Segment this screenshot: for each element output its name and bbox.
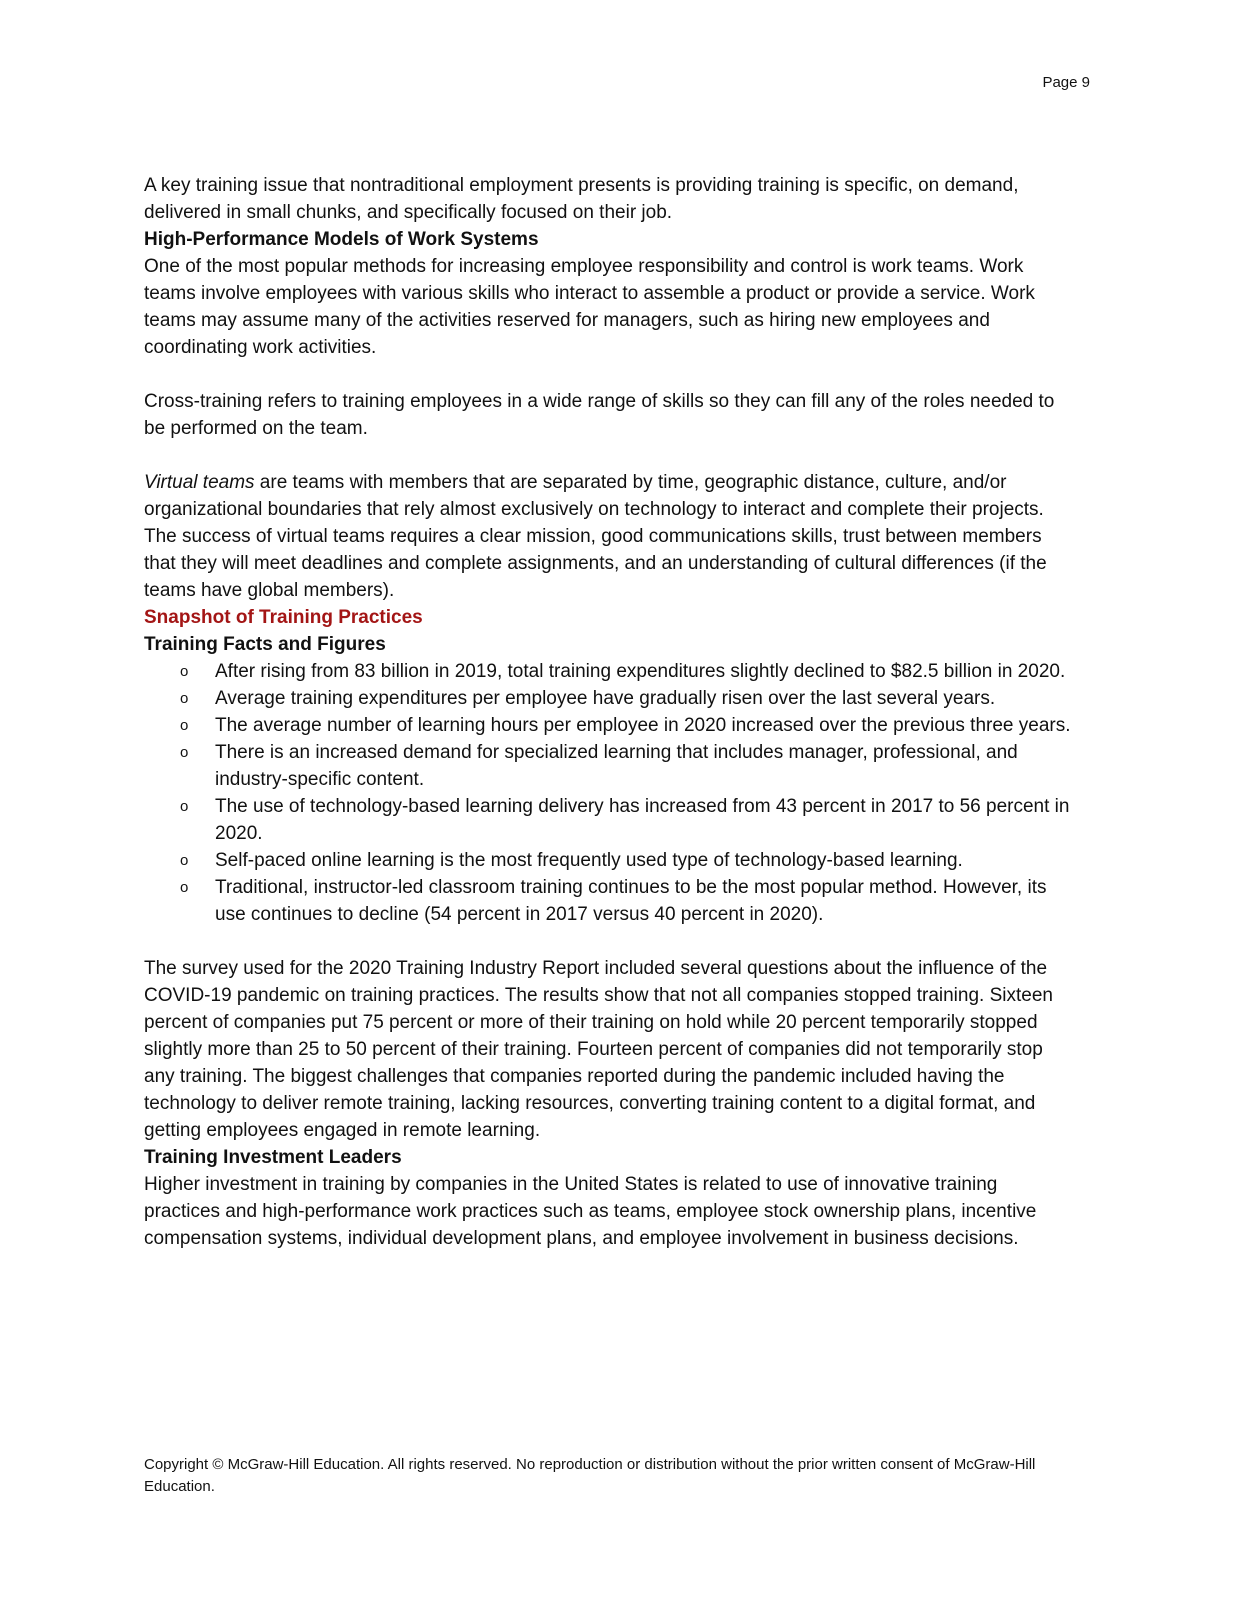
fact-text: The average number of learning hours per employee in 2020 increased over the previous three years.: [215, 715, 1071, 736]
bullet-icon: o: [180, 798, 189, 815]
list-item: [144, 793, 1074, 847]
list-item: [144, 712, 1074, 739]
facts-list: [144, 658, 1074, 928]
bullet-icon: o: [180, 852, 189, 869]
bullet-icon: o: [180, 879, 189, 896]
bullet-icon: o: [180, 717, 189, 734]
survey-paragraph: The survey used for the 2020 Training Industry Report included several questions about the influence of the COVID-19 pandemic on training practices. The results show that not all companies stopped training. Sixteen percent of companies put 75 percent or more of their training on hold while 20 percent temporarily stopped slightly more than 25 to 50 percent of their training. Fourteen percent of companies did not temporarily stop any training. The biggest challenges that companies reported during the pandemic included having the technology to deliver remote training, lacking resources, converting training content to a digital format, and getting employees engaged in remote learning.: [144, 958, 1053, 1141]
list-item: [144, 658, 1074, 685]
list-item: [144, 874, 1074, 928]
fact-text: There is an increased demand for specialized learning that includes manager, professional, and industry-specific content.: [215, 742, 1018, 790]
page-content: [144, 172, 1074, 1252]
virtual-teams-term: Virtual teams: [144, 472, 255, 493]
list-item: [144, 739, 1074, 793]
leaders-paragraph: Higher investment in training by companies in the United States is related to use of innovative training practices and high-performance work practices such as teams, employee stock ownership plans, incentive compensation systems, individual development plans, and employee involvement in business decisions.: [144, 1174, 1037, 1249]
bullet-icon: o: [180, 690, 189, 707]
intro-paragraph: A key training issue that nontraditional employment presents is providing training is specific, on demand, delivered in small chunks, and specifically focused on their job.: [144, 175, 1019, 223]
virtual-teams-paragraph: [144, 469, 1074, 604]
fact-text: After rising from 83 billion in 2019, total training expenditures slightly declined to $82.5 billion in 2020.: [215, 661, 1066, 682]
fact-text: Traditional, instructor-led classroom training continues to be the most popular method. However, its use continues to decline (54 percent in 2017 versus 40 percent in 2020).: [215, 877, 1047, 925]
snapshot-section-title: Snapshot of Training Practices: [144, 607, 423, 628]
bullet-icon: o: [180, 744, 189, 761]
high-performance-heading: High-Performance Models of Work Systems: [144, 229, 539, 250]
facts-heading: Training Facts and Figures: [144, 634, 386, 655]
page-number: Page 9: [1042, 74, 1090, 91]
list-item: [144, 847, 1074, 874]
cross-training-paragraph: Cross-training refers to training employees in a wide range of skills so they can fill any of the roles needed to be performed on the team.: [144, 391, 1055, 439]
work-teams-paragraph: One of the most popular methods for increasing employee responsibility and control is work teams. Work teams involve employees with various skills who interact to assemble a product or provide a service. Work teams may assume many of the activities reserved for managers, such as hiring new employees and coordinating work activities.: [144, 256, 1035, 358]
fact-text: The use of technology-based learning delivery has increased from 43 percent in 2017 to 56 percent in 2020.: [215, 796, 1070, 844]
fact-text: Self-paced online learning is the most frequently used type of technology-based learning.: [215, 850, 963, 871]
bullet-icon: o: [180, 663, 189, 680]
leaders-heading: Training Investment Leaders: [144, 1147, 402, 1168]
fact-text: Average training expenditures per employee have gradually risen over the last several years.: [215, 688, 996, 709]
copyright-footer: Copyright © McGraw-Hill Education. All rights reserved. No reproduction or distribution without the prior written consent of McGraw-Hill Education.: [144, 1456, 1036, 1495]
list-item: [144, 685, 1074, 712]
virtual-teams-text: are teams with members that are separated by time, geographic distance, culture, and/or organizational boundaries that rely almost exclusively on technology to interact and complete their projects. The success of virtual teams requires a clear mission, good communications skills, trust between members that they will meet deadlines and complete assignments, and an understanding of cultural differences (if the teams have global members).: [144, 472, 1047, 601]
